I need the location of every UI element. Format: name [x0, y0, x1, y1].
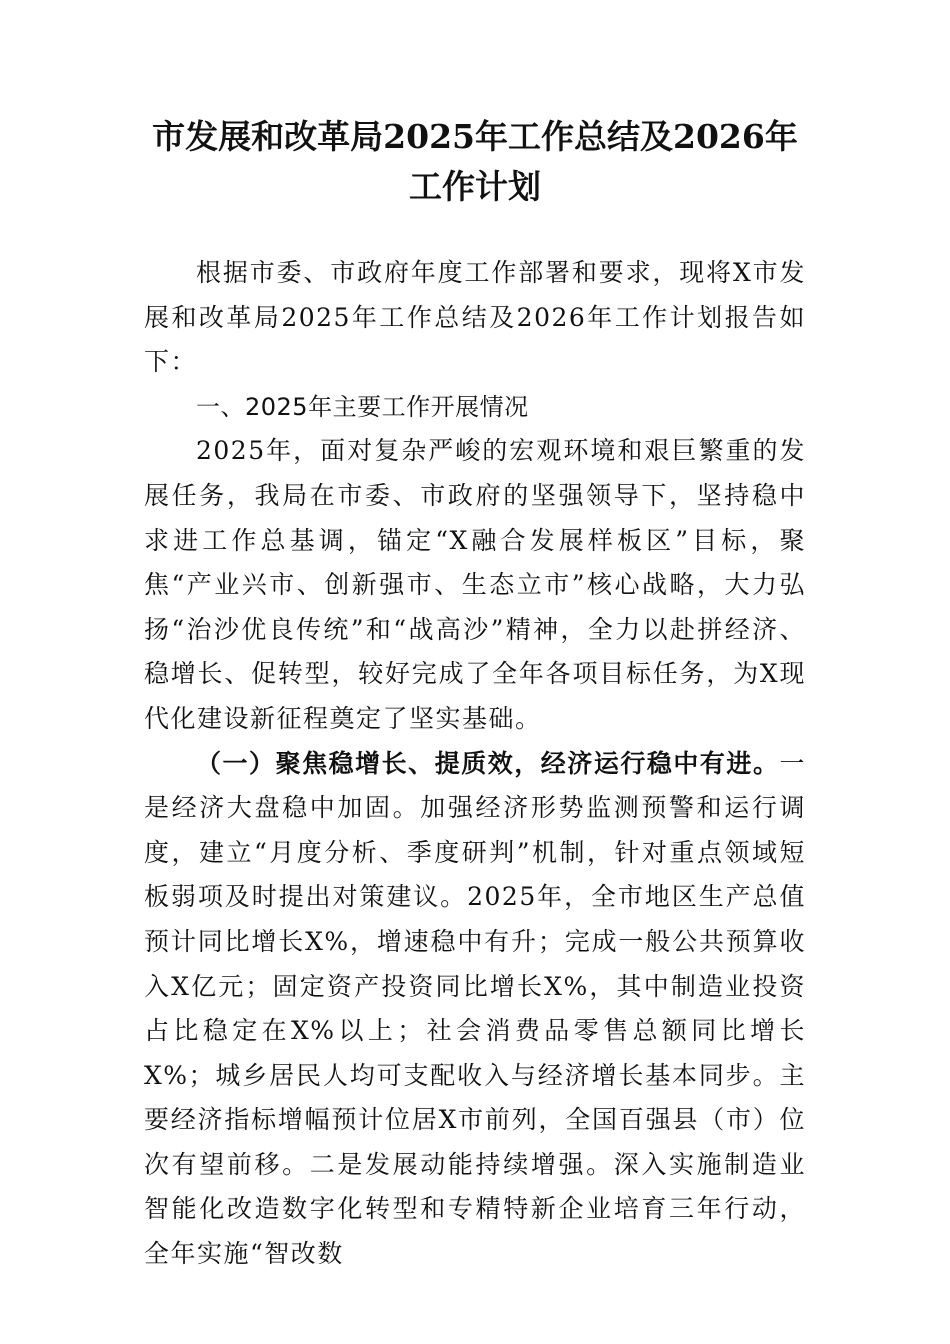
section-paragraph: 2025年，面对复杂严峻的宏观环境和艰巨繁重的发展任务，我局在市委、市政府的坚强领导下，坚持稳中求进工作总基调，锚定“X融合发展样板区”目标，聚焦“产业兴市、创新强市、生态立市”核心战略，大力弘扬“治沙优良传统”和“战高沙”精神，全力以赴拼经济、稳增长、促转型，较好完成了全年各项目标任务，为X现代化建设新征程奠定了坚实基础。: [144, 436, 806, 733]
document-title: [140, 112, 810, 212]
title-line-2: 工作计划: [409, 167, 541, 206]
title-line-1: 市发展和改革局2025年工作总结及2026年: [152, 117, 798, 156]
document-body: [144, 251, 806, 1277]
subsection-lead: （一）聚焦稳增长、提质效，经济运行稳中有进。: [196, 748, 780, 778]
section-heading: 一、2025年主要工作开展情况: [196, 392, 529, 421]
subsection-text: 一是经济大盘稳中加固。加强经济形势监测预警和运行调度，建立“月度分析、季度研判”机制，针对重点领域短板弱项及时提出对策建议。2025年，全市地区生产总值预计同比增长X%，增速稳中有升；完成一般公共预算收入X亿元；固定资产投资同比增长X%，其中制造业投资占比稳定在X%以上；社会消费品零售总额同比增长X%；城乡居民人均可支配收入与经济增长基本同步。主要经济指标增幅预计位居X市前列，全国百强县（市）位次有望前移。二是发展动能持续增强。深入实施制造业智能化改造数字化转型和专精特新企业培育三年行动，全年实施“智改数: [144, 748, 806, 1269]
subsection-paragraph: [144, 742, 806, 1277]
intro-paragraph: 根据市委、市政府年度工作部署和要求，现将X市发展和改革局2025年工作总结及2026年工作计划报告如下：: [144, 258, 806, 377]
